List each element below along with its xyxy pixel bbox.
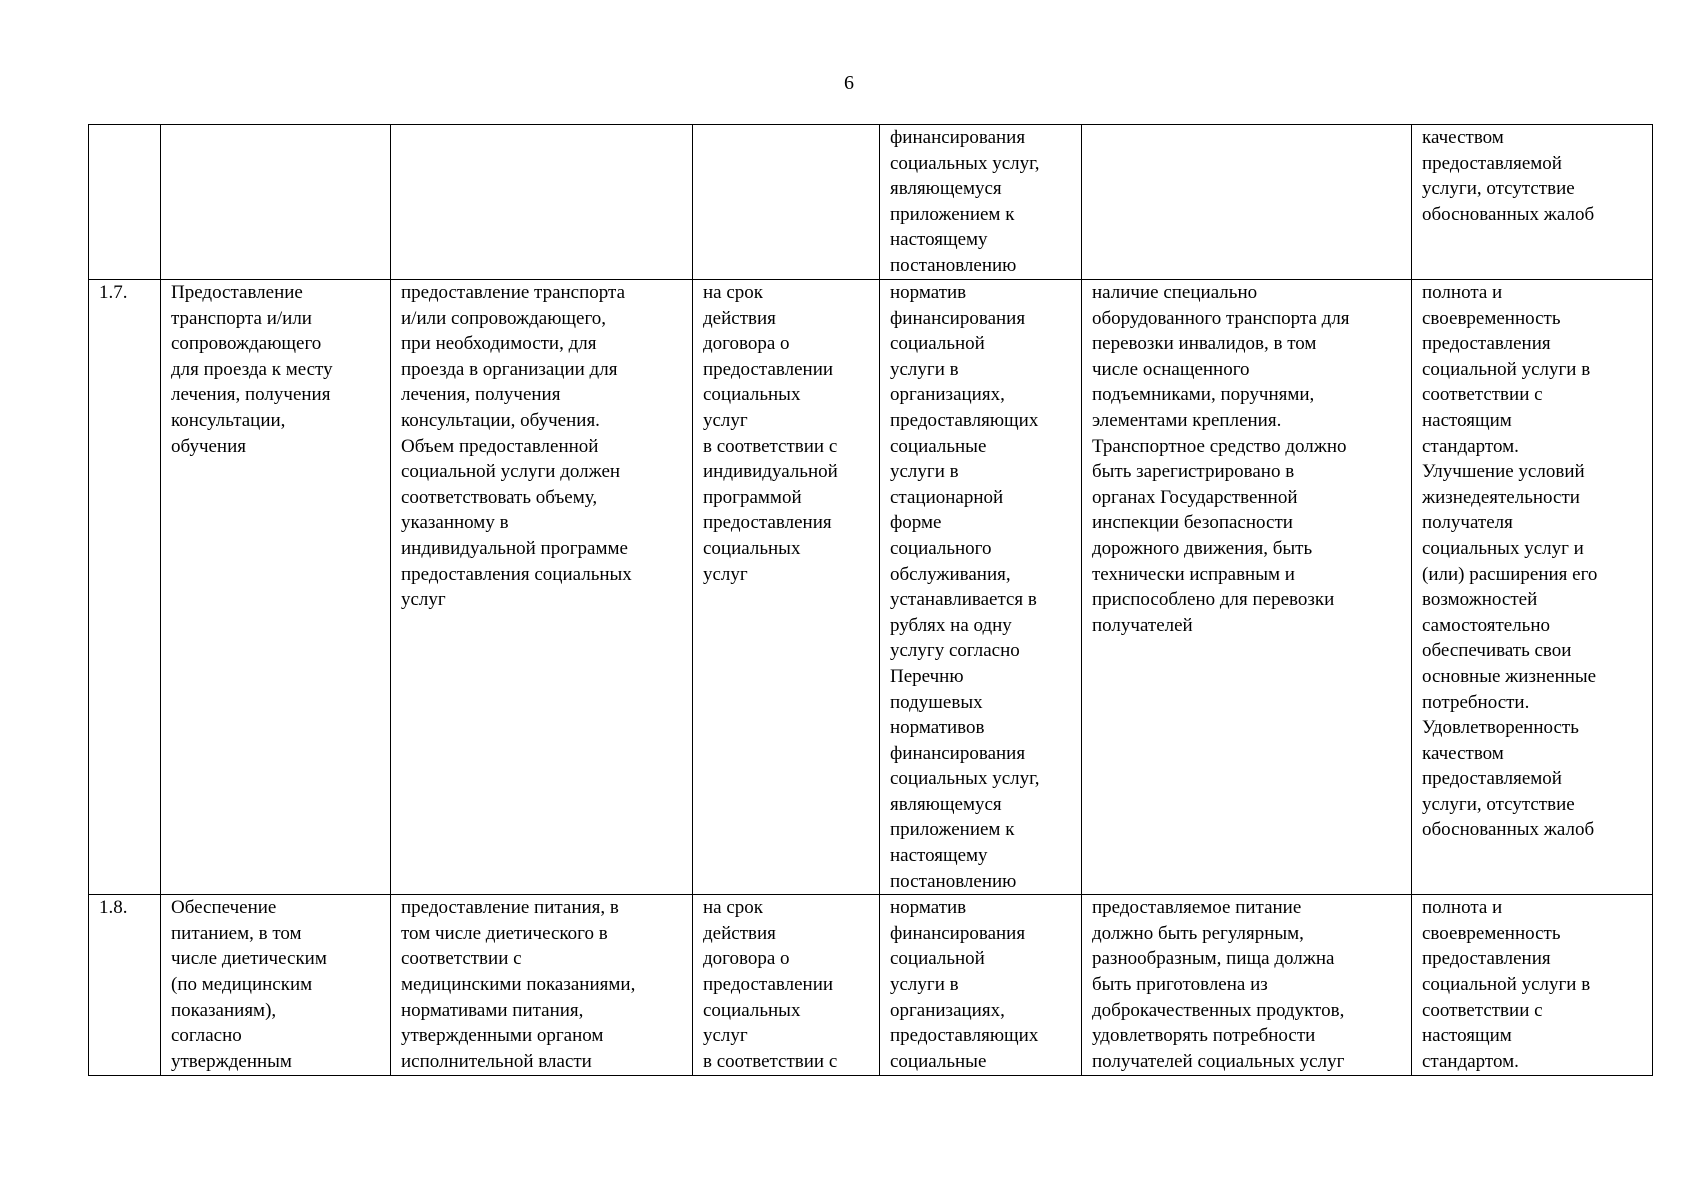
cell-service-name	[161, 125, 391, 280]
cell-conditions-text: предоставляемое питание должно быть регулярным, разнообразным, пища должна быть приготовлена из доброкачественных продуктов, удовлетворять потребности получателей социальных услуг	[1092, 897, 1345, 1072]
cell-number-text: 1.7.	[99, 282, 128, 303]
table-row	[89, 125, 1653, 280]
cell-financing-norm-text: норматив финансирования социальной услуги в организациях, предоставляющих социальные	[890, 897, 1039, 1072]
cell-description-text: предоставление питания, в том числе диетического в соответствии с медицинскими показаниями, нормативами питания, утвержденными органом исполнительной власти	[401, 897, 636, 1072]
table-row	[89, 895, 1653, 1076]
cell-number	[89, 895, 161, 1076]
cell-financing-norm	[880, 895, 1082, 1076]
cell-term	[693, 125, 880, 280]
cell-description	[391, 125, 693, 280]
cell-term-text: на срок действия договора о предоставлении социальных услуг в соответствии с	[703, 897, 838, 1072]
cell-conditions	[1082, 895, 1412, 1076]
cell-financing-norm-text: норматив финансирования социальной услуги в организациях, предоставляющих социальные услуги в стационарной форме социального обслуживания, устанавливается в рублях на одну услугу согласно Перечню подушевых нормативов финансирования социальных услуг, являющемуся приложением к настоящему постановлению	[890, 282, 1040, 892]
table-row	[89, 280, 1653, 895]
cell-quality-text: полнота и своевременность предоставления социальной услуги в соответствии с настоящим стандартом.	[1422, 897, 1591, 1072]
standards-table	[88, 124, 1653, 1076]
cell-number	[89, 280, 161, 895]
cell-quality	[1412, 125, 1653, 280]
cell-conditions	[1082, 125, 1412, 280]
cell-quality	[1412, 895, 1653, 1076]
cell-financing-norm-text: финансирования социальных услуг, являющемуся приложением к настоящему постановлению	[890, 127, 1040, 276]
cell-conditions-text: наличие специально оборудованного транспорта для перевозки инвалидов, в том числе оснащенного подъемниками, поручнями, элементами крепления. Транспортное средство должно быть зарегистрировано в органах Государственной инспекции безопасности дорожного движения, быть технически исправным и приспособлено для перевозки получателей	[1092, 282, 1350, 636]
cell-service-name-text: Предоставление транспорта и/или сопровождающего для проезда к месту лечения, получения консультации, обучения	[171, 282, 333, 457]
cell-quality	[1412, 280, 1653, 895]
cell-service-name	[161, 280, 391, 895]
cell-quality-text: полнота и своевременность предоставления социальной услуги в соответствии с настоящим стандартом. Улучшение условий жизнедеятельности получателя социальных услуг и (или) расширения его возможностей самостоятельно обеспечивать свои основные жизненные потребности. Удовлетворенность качеством предоставляемой услуги, отсутствие обоснованных жалоб	[1422, 282, 1598, 841]
cell-quality-text: качеством предоставляемой услуги, отсутствие обоснованных жалоб	[1422, 127, 1595, 225]
cell-financing-norm	[880, 125, 1082, 280]
cell-financing-norm	[880, 280, 1082, 895]
cell-term	[693, 280, 880, 895]
cell-service-name-text: Обеспечение питанием, в том числе диетическим (по медицинским показаниям), согласно утвержденным	[171, 897, 327, 1072]
cell-number-text: 1.8.	[99, 897, 128, 919]
cell-number	[89, 125, 161, 280]
cell-conditions	[1082, 280, 1412, 895]
page-number: 6	[844, 72, 854, 94]
cell-description	[391, 280, 693, 895]
cell-description	[391, 895, 693, 1076]
cell-description-text: предоставление транспорта и/или сопровождающего, при необходимости, для проезда в организации для лечения, получения консультации, обучения. Объем предоставленной социальной услуги должен соответствовать объему, указанному в индивидуальной программе предоставления социальных услуг	[401, 282, 632, 611]
cell-service-name	[161, 895, 391, 1076]
cell-term	[693, 895, 880, 1076]
cell-term-text: на срок действия договора о предоставлении социальных услуг в соответствии с индивидуальной программой предоставления социальных услуг	[703, 282, 838, 585]
